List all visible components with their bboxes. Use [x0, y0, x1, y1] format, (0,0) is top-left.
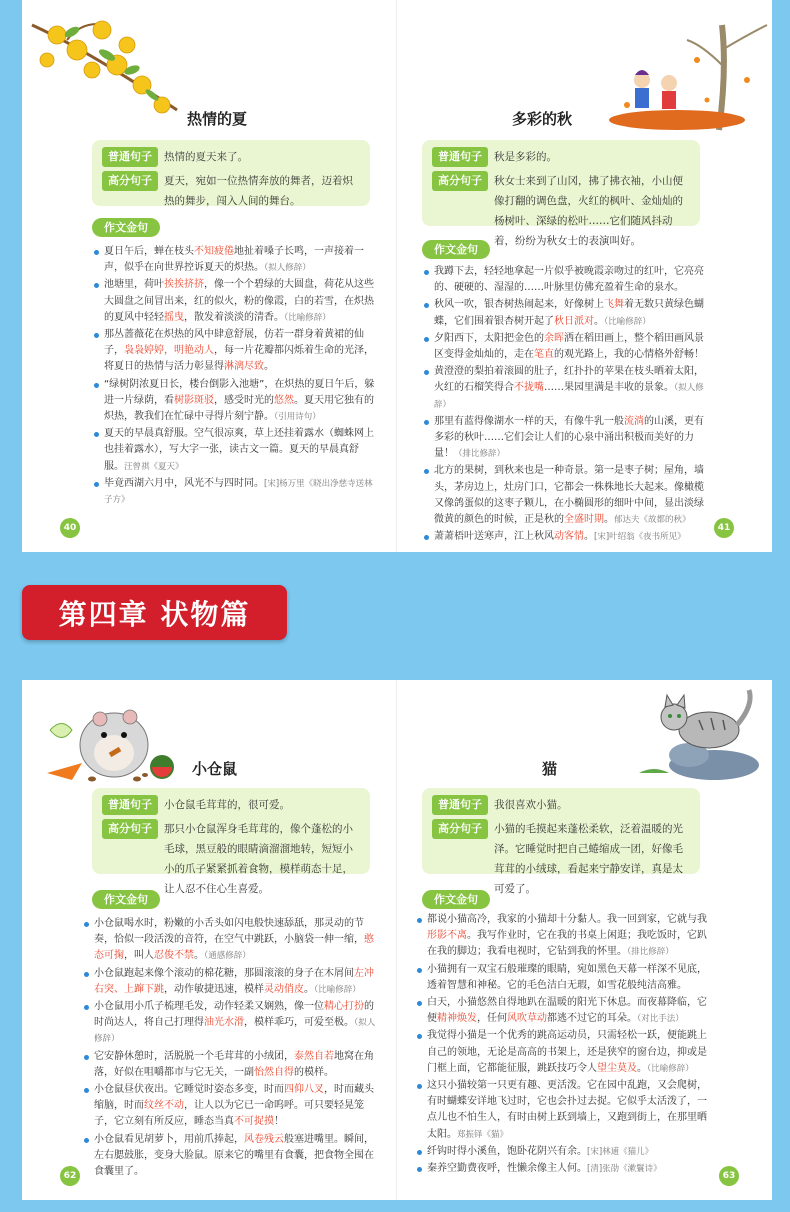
normal-sentence-row	[102, 795, 360, 815]
source-note: [宋]林逋《猫儿》	[587, 1146, 654, 1157]
source-note: （拟人修辞）	[264, 263, 311, 274]
highlighted-phrase: 动客情	[554, 531, 584, 543]
source-note: （排比修辞）	[627, 947, 674, 958]
highlighted-phrase: 挨挨挤挤	[164, 279, 204, 291]
sentence-text: ，任何	[477, 1013, 507, 1025]
normal-sentence-tag: 普通句子	[102, 147, 158, 167]
highlighted-phrase: 全盛时期	[564, 514, 604, 526]
sentence-text: 夕阳西下，太阳把金色的	[434, 332, 544, 344]
page-number: 63	[719, 1166, 739, 1186]
page-number: 40	[60, 518, 80, 538]
cat-illustration	[629, 685, 764, 780]
sentence-text: 小仓鼠喝水时，粉嫩的小舌头如闪电般快速舔舐，那灵动的节奏，恰似一段活泼的音符，在空气中跳跃，小脑袋一伸一缩，	[94, 918, 364, 946]
highlighted-phrase: 树影斑驳	[174, 394, 214, 406]
chapter-banner: 第四章 状物篇	[22, 585, 287, 640]
golden-sentence-item	[94, 277, 376, 326]
sentence-text: ，时而藏头缩脑，时而	[94, 1084, 374, 1112]
advanced-sentence-text: 秋女士来到了山冈，拂了拂衣袖，小山便像打翻的调色盘，火红的枫叶、金灿灿的杨树叶、深绿的松叶……它们随风抖动着，纷纷为秋女士的表演叫好。	[494, 175, 683, 247]
golden-sentence-item	[417, 962, 713, 994]
advanced-sentence-row	[102, 171, 360, 211]
golden-sentence-item	[84, 916, 376, 965]
sentence-text: 白天，小猫悠然自得地趴在温暖的阳光下休息。而夜幕降临，它便	[427, 997, 707, 1025]
sentence-text: 池塘里，荷叶	[104, 279, 164, 291]
sentence-text: 洒在稻田画上，整个稻田画风景区变得金灿灿的，走在	[434, 332, 704, 361]
highlighted-phrase: 油光水滑	[204, 1017, 244, 1029]
page-title: 小仓鼠	[192, 760, 238, 778]
normal-sentence-tag: 普通句子	[102, 795, 158, 815]
golden-sentence-item	[84, 1132, 376, 1181]
golden-sentence-item	[424, 529, 710, 545]
golden-sentences-list	[94, 244, 376, 509]
highlighted-phrase: 袅袅婷婷，明艳动人	[124, 345, 214, 357]
highlighted-phrase: 憨态可掬	[94, 934, 374, 962]
golden-sentences-pill: 作文金句	[422, 890, 490, 909]
highlighted-phrase: 纹丝不动	[144, 1100, 184, 1112]
flower-branch-illustration	[27, 10, 182, 125]
sentence-callout	[422, 140, 700, 247]
golden-sentence-item	[417, 912, 713, 961]
highlighted-phrase: 不可捉摸	[234, 1116, 274, 1128]
page-62	[22, 680, 397, 1200]
golden-sentence-item	[424, 463, 710, 528]
sentence-text: ，散发着淡淡的清香。	[184, 311, 284, 323]
sentence-text: 。	[637, 1062, 647, 1074]
sentence-text: 小猫拥有一双宝石般璀璨的眼睛，宛如黑色天幕一样深不见底，透着智慧和神秘。它的毛色洁白无瑕，如雪花般纯洁高雅。	[427, 963, 707, 991]
highlighted-phrase: 左冲右突、上蹿下跳	[94, 967, 374, 995]
sentence-text: 的观光路上，我的心情格外舒畅！	[554, 349, 704, 361]
sentence-text: 萧萧梧叶送寒声，江上秋风	[434, 531, 554, 543]
highlighted-phrase: 望尘莫及	[597, 1062, 637, 1074]
highlighted-phrase: 流淌	[624, 415, 644, 427]
sentence-text: 黄澄澄的梨拍着滚圆的肚子，红扑扑的苹果在枝头晒着太阳，火红的石榴笑得合	[434, 366, 704, 394]
golden-sentence-item	[424, 364, 710, 413]
golden-sentence-item	[417, 1144, 713, 1160]
source-note: [宋]杨万里《晓出净慈寺送林子方》	[104, 478, 373, 506]
sentence-text: 秋风一吹，银杏树热闹起来，好像树上	[434, 299, 604, 311]
sentence-text: 毕竟西湖六月中，风光不与四时同。	[104, 477, 264, 489]
sentence-text: “绿树阴浓夏日长，楼台倒影入池塘”，在炽热的夏日午后，躲进一片绿荫，看	[104, 378, 375, 406]
source-note: （拟人修辞）	[434, 383, 704, 410]
highlighted-phrase: 飞舞	[604, 299, 624, 311]
highlighted-phrase: 灵动俏皮	[264, 983, 304, 995]
sentence-text: ……果园里满是丰收的景象。	[544, 382, 674, 394]
golden-sentence-item	[84, 999, 376, 1048]
golden-sentence-item	[424, 297, 710, 329]
normal-sentence-tag: 普通句子	[432, 795, 488, 815]
highlighted-phrase: 秋日派对	[554, 315, 594, 327]
golden-sentence-item	[94, 244, 376, 276]
golden-sentence-item	[424, 414, 710, 463]
golden-sentences-list	[424, 264, 710, 546]
sentence-text: 。	[604, 514, 614, 526]
sentence-text: 都逃不过它的耳朵。	[547, 1013, 637, 1025]
golden-sentences-list	[84, 916, 376, 1181]
golden-sentences-list	[417, 912, 713, 1178]
sentence-text: 。	[594, 315, 604, 327]
normal-sentence-row	[432, 795, 690, 815]
golden-sentence-item	[84, 1049, 376, 1081]
highlighted-phrase: 悠然	[274, 394, 294, 406]
golden-sentence-item	[424, 331, 710, 363]
sentence-text: 我觉得小猫是一个优秀的跳高运动员，只需轻松一跃，便能跳上自己的领地，无论是高高的书架上，还是狭窄的窗台边，抑或是门框上面，它都能征服，跳跃技巧令人	[427, 1030, 707, 1074]
source-note: 郁达夫《故都的秋》	[614, 515, 691, 526]
sentence-text: 般塞进嘴里。瞬间，左右腮鼓胀，变身大脸鼠。原来它的嘴里有食囊，把食物全囤在食囊里了。	[94, 1133, 374, 1178]
highlighted-phrase: 泰然自若	[294, 1050, 334, 1062]
highlighted-phrase: 摇曳	[164, 311, 184, 323]
advanced-sentence-text: 小猫的毛摸起来蓬松柔软，泛着温暖的光泽。它睡觉时把自己蜷缩成一团，好像毛茸茸的小绒球，看起来宁静安详，真是太可爱了。	[494, 823, 683, 895]
normal-sentence-text: 热情的夏天来了。	[164, 151, 248, 163]
highlighted-phrase: 笔直	[534, 349, 554, 361]
advanced-sentence-tag: 高分句子	[432, 171, 488, 191]
sentence-text: ！	[274, 1116, 284, 1128]
sentence-text: ，每一片花瓣都闪烁着生命的光泽，将夏日的热情与活力彰显得	[104, 345, 374, 373]
sentence-text: 。	[264, 361, 274, 373]
bottom-spread	[22, 680, 772, 1200]
golden-sentence-item	[417, 995, 713, 1027]
source-note: 汪曾祺《夏天》	[124, 461, 184, 472]
highlighted-phrase: 精心打扮	[324, 1001, 364, 1013]
highlighted-phrase: 四仰八叉	[284, 1084, 324, 1096]
golden-sentence-item	[417, 1028, 713, 1077]
page-title: 猫	[542, 760, 558, 778]
sentence-text: ，叫人	[124, 950, 154, 962]
sentence-text: 夏天的早晨真舒服。空气很凉爽，草上还挂着露水（蜘蛛网上也挂着露水），写大字一张，读古文一篇。夏天的早晨真舒服。	[104, 428, 374, 472]
source-note: （排比修辞）	[454, 449, 506, 460]
autumn-kids-illustration	[607, 20, 772, 135]
advanced-sentence-row	[102, 819, 360, 899]
page-number: 41	[714, 518, 734, 538]
highlighted-phrase: 不知疲倦	[194, 246, 234, 257]
source-note: （通感修辞）	[204, 951, 251, 962]
sentence-text: 的时尚达人，将自己打理得	[94, 1001, 374, 1029]
sentence-text: 那里有蓝得像湖水一样的天，有像牛乳一般	[434, 415, 624, 427]
golden-sentence-item	[94, 377, 376, 426]
golden-sentences-pill: 作文金句	[92, 218, 160, 237]
page-40	[22, 0, 397, 552]
page-title: 热情的夏	[187, 110, 248, 128]
page-title: 多彩的秋	[512, 110, 573, 128]
sentence-text: 。	[194, 950, 204, 962]
normal-sentence-text: 小仓鼠毛茸茸的，很可爱。	[164, 799, 290, 811]
source-note: （比喻修辞）	[284, 312, 331, 323]
highlighted-phrase: 不拢嘴	[514, 382, 544, 394]
highlighted-phrase: 怡然自得	[254, 1066, 294, 1078]
source-note: （比喻修辞）	[647, 1063, 694, 1074]
sentence-text: ，感受时光的	[214, 394, 274, 406]
sentence-callout	[422, 788, 700, 895]
sentence-text: 地窝在角落，好似在咀嚼都市与它无关，一副	[94, 1050, 374, 1078]
golden-sentence-item	[84, 1082, 376, 1131]
sentence-text: 。夏天用它独有的炽热，教我们在忙碌中寻得片刻宁静。	[104, 394, 374, 423]
highlighted-phrase: 风吹草动	[507, 1013, 547, 1025]
sentence-text: 纤钩时得小溪鱼，饱卧花阴兴有余。	[427, 1145, 587, 1157]
highlighted-phrase: 余晖	[544, 332, 564, 344]
highlighted-phrase: 风卷残云	[244, 1133, 284, 1145]
sentence-text: 。	[304, 983, 314, 995]
sentence-text: 那丛蔷薇花在炽热的风中肆意舒展，仿若一群身着黄裙的仙子，	[104, 329, 364, 357]
advanced-sentence-tag: 高分句子	[102, 819, 158, 839]
sentence-text: 它安静休憩时，活脱脱一个毛茸茸的小绒团，	[94, 1050, 294, 1062]
golden-sentence-item	[94, 426, 376, 475]
golden-sentence-item	[94, 476, 376, 508]
advanced-sentence-tag: 高分句子	[102, 171, 158, 191]
sentence-text: 小仓鼠昼伏夜出。它睡觉时姿态多变，时而	[94, 1084, 284, 1096]
advanced-sentence-text: 那只小仓鼠浑身毛茸茸的，像个蓬松的小毛球，黑豆般的眼睛滴溜溜地转，短短小小的爪子紧紧抓着食物，模样萌态十足，让人忍不住心生喜爱。	[164, 823, 353, 895]
source-note: [清]张劭《漱鬟诗》	[587, 1164, 662, 1175]
sentence-text: 。我写作业时，它在我的书桌上闲逛；我吃饭时，它趴在我的脚边；我看电视时，它钻到我的怀里。	[427, 930, 707, 958]
golden-sentence-item	[94, 327, 376, 376]
sentence-callout	[92, 788, 370, 895]
sentence-text: 小仓鼠跑起来像个滚动的棉花糖，那圆滚滚的身子在木屑间	[94, 967, 354, 979]
sentence-text: 这只小猫较第一只更有趣、更活泼。它在园中乱跑，又会爬树，有时蝴蝶安详地飞过时，它也会扑过去捉。它似乎太活泼了，一点儿也不怕生人，有时由树上跃到墙上，又跑到街上，在那里晒太阳。	[427, 1080, 707, 1140]
highlighted-phrase: 形影不离	[427, 930, 467, 942]
source-note: （比喻修辞）	[604, 316, 651, 327]
sentence-text: 小仓鼠看见胡萝卜，用前爪捧起，	[94, 1133, 244, 1145]
normal-sentence-text: 秋是多彩的。	[494, 151, 557, 163]
source-note: （对比手法）	[637, 1014, 684, 1025]
golden-sentence-item	[424, 264, 710, 296]
sentence-text: 地扯着嗓子长鸣，一声接着一声，似乎在向世界控诉夏天的炽热。	[104, 246, 364, 274]
source-note: （比喻修辞）	[314, 984, 361, 995]
sentence-text: 我蹲下去，轻轻地拿起一片似乎被晚霞亲吻过的红叶，它亮亮的、硬硬的、湿湿的……叶脉里仿佛充盈着生命的泉水。	[434, 266, 704, 294]
source-note: [宋]叶绍翁《夜书所见》	[594, 532, 686, 543]
golden-sentence-item	[84, 966, 376, 998]
page-number: 62	[60, 1166, 80, 1186]
sentence-text: 北方的果树，到秋来也是一种奇景。第一是枣子树；屋角，墙头，茅房边上，灶房门口，它都会一株株地长大起来。像橄榄又像鸽蛋似的这枣子颗儿，在小椭圆形的细叶中间，显出淡绿微黄的颜色的时候，正是秋的	[434, 465, 704, 526]
hamster-illustration	[42, 695, 187, 785]
sentence-text: 。	[584, 531, 594, 543]
golden-sentence-item	[417, 1078, 713, 1143]
sentence-text: 的山溪，更有多彩的秋叶……它们会让人们的心泉中涌出积极而美好的力量！	[434, 415, 704, 460]
normal-sentence-tag: 普通句子	[432, 147, 488, 167]
sentence-text: 的模样。	[294, 1066, 334, 1078]
sentence-text: 小仓鼠用小爪子梳理毛发，动作轻柔又娴熟，像一位	[94, 1001, 324, 1013]
page-41	[397, 0, 772, 552]
normal-sentence-row	[432, 147, 690, 167]
advanced-sentence-text: 夏天，宛如一位热情奔放的舞者，迈着炽热的舞步，闯入人间的舞台。	[164, 175, 353, 207]
advanced-sentence-row	[432, 819, 690, 899]
sentence-text: ，模样乖巧，可爱至极。	[244, 1017, 354, 1029]
normal-sentence-row	[102, 147, 360, 167]
normal-sentence-text: 我很喜欢小猫。	[494, 799, 568, 811]
sentence-text: ，像一个个碧绿的大圆盘，荷花从这些大圆盘之间冒出来，红的似火，粉的像霞，白的若雪，在炽热的夏风中轻轻	[104, 279, 374, 323]
golden-sentences-pill: 作文金句	[422, 240, 490, 259]
advanced-sentence-row	[432, 171, 690, 251]
sentence-text: 夏日午后，蝉在枝头	[104, 246, 194, 257]
sentence-text: ，动作敏捷迅速，模样	[164, 983, 264, 995]
advanced-sentence-tag: 高分句子	[432, 819, 488, 839]
sentence-callout	[92, 140, 370, 206]
highlighted-phrase: 精神焕发	[437, 1013, 477, 1025]
source-note: （引用诗句）	[274, 412, 321, 423]
golden-sentences-pill: 作文金句	[92, 890, 160, 909]
sentence-text: ，让人以为它已一命呜呼。可只要轻晃笼子，它立刻有所反应，睡态当真	[94, 1100, 364, 1128]
page-63	[397, 680, 772, 1200]
source-note: （拟人修辞）	[94, 1018, 376, 1045]
top-spread	[22, 0, 772, 552]
sentence-text: 秦养空勤费夜呼，性懒余像主人何。	[427, 1163, 587, 1175]
highlighted-phrase: 淋漓尽致	[224, 361, 264, 373]
sentence-text: 都说小猫高冷，我家的小猫却十分黏人。我一回到家，它就与我	[427, 914, 707, 925]
highlighted-phrase: 忍俊不禁	[154, 950, 194, 962]
golden-sentence-item	[417, 1161, 713, 1177]
sentence-text: 着无数只黄绿色蝴蝶，它们围着银杏树开起了	[434, 299, 704, 327]
source-note: 郑振铎《猫》	[457, 1129, 509, 1140]
